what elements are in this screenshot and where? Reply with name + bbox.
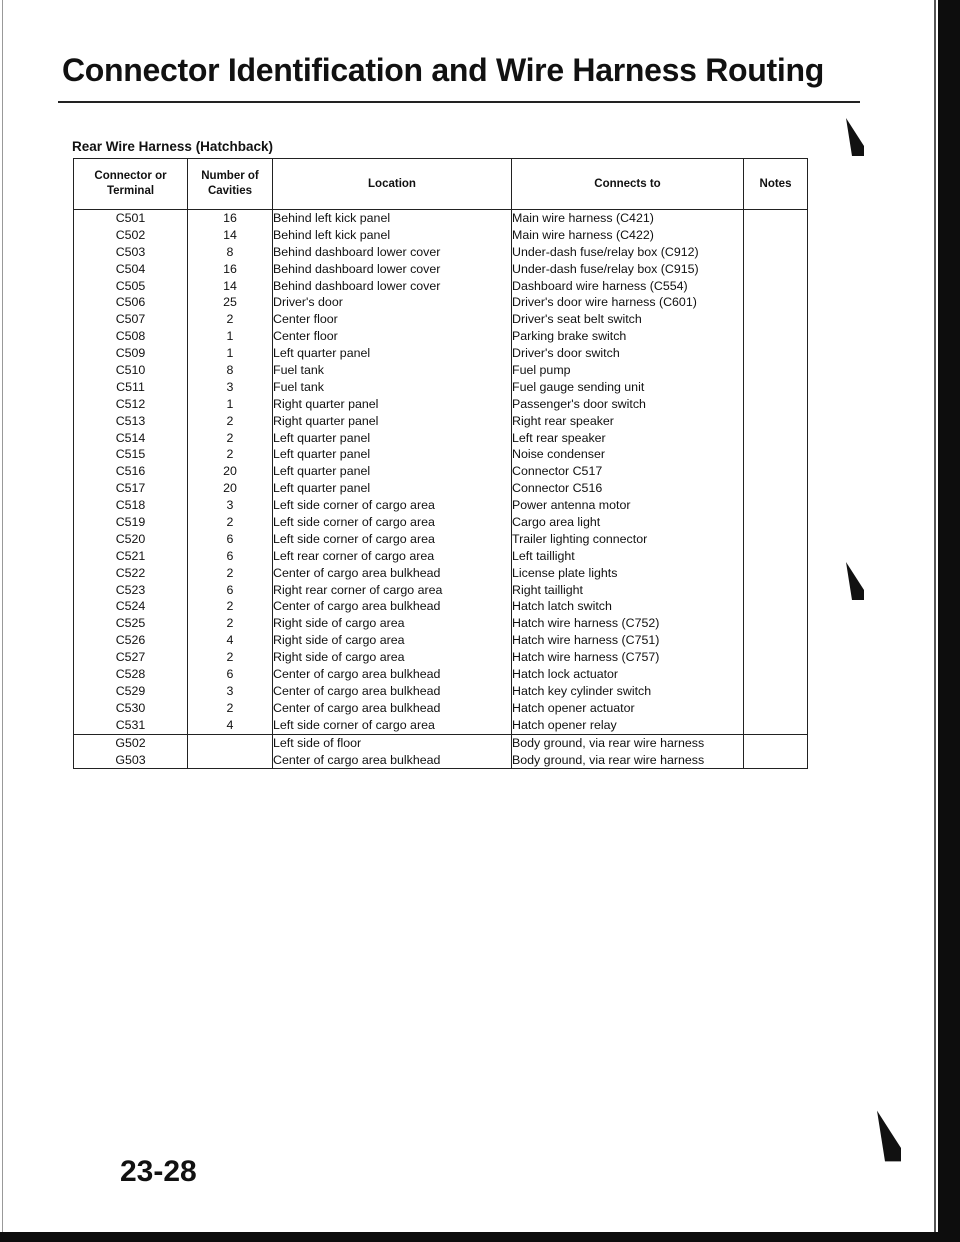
row-connects-to-cell: Hatch opener relay bbox=[512, 717, 617, 732]
row-location-cell: Center floor bbox=[273, 329, 338, 344]
row-cavities-cell: 2 bbox=[226, 616, 234, 631]
row-connects-to-cell: Connector C516 bbox=[512, 481, 603, 496]
notes-column bbox=[744, 210, 808, 735]
row-connects-to-cell: Hatch wire harness (C752) bbox=[512, 616, 660, 631]
scan-edge-left bbox=[2, 0, 3, 1242]
row-cavities-cell: 20 bbox=[223, 464, 237, 479]
row-connector-cell: C520 bbox=[115, 531, 146, 546]
row-connector-cell: C523 bbox=[115, 582, 146, 597]
row-connects-to-cell: Power antenna motor bbox=[512, 498, 631, 513]
row-connects-to-cell: Under-dash fuse/relay box (C915) bbox=[512, 261, 699, 276]
row-cavities-cell: 2 bbox=[226, 312, 234, 327]
row-connects-to-cell: Under-dash fuse/relay box (C912) bbox=[512, 244, 699, 259]
row-location-cell: Behind dashboard lower cover bbox=[273, 244, 441, 259]
scan-edge-bottom bbox=[0, 1232, 960, 1242]
row-connector-cell: C524 bbox=[115, 599, 146, 614]
row-location-cell: Right side of cargo area bbox=[273, 650, 405, 665]
row-connector-cell: C510 bbox=[115, 363, 146, 378]
connector-group-row bbox=[74, 210, 808, 735]
row-location-cell: Center of cargo area bulkhead bbox=[273, 565, 441, 580]
page-title: Connector Identification and Wire Harness Routing bbox=[62, 52, 824, 88]
location-column bbox=[273, 210, 512, 735]
header-notes: Notes bbox=[744, 159, 808, 210]
ground-row-connects-to-cell: Body ground, via rear wire harness bbox=[512, 735, 705, 750]
row-cavities-cell: 6 bbox=[226, 548, 234, 563]
row-connects-to-cell: Passenger's door switch bbox=[512, 396, 646, 411]
row-connector-cell: C527 bbox=[115, 650, 146, 665]
row-cavities-cell: 3 bbox=[226, 379, 234, 394]
row-cavities-cell: 2 bbox=[226, 413, 234, 428]
row-connector-cell: C515 bbox=[115, 447, 146, 462]
row-connects-to-cell: Trailer lighting connector bbox=[512, 531, 648, 546]
row-cavities-cell: 16 bbox=[223, 261, 237, 276]
header-location: Location bbox=[273, 159, 512, 210]
row-location-cell: Right side of cargo area bbox=[273, 616, 405, 631]
ground-notes-column bbox=[744, 734, 808, 769]
row-cavities-cell: 4 bbox=[226, 633, 234, 648]
row-cavities-cell: 14 bbox=[223, 227, 237, 242]
row-connector-cell: C522 bbox=[115, 565, 146, 580]
table-caption: Rear Wire Harness (Hatchback) bbox=[72, 139, 273, 154]
row-cavities-cell: 1 bbox=[226, 329, 234, 344]
row-cavities-cell: 6 bbox=[226, 531, 234, 546]
row-location-cell: Left rear corner of cargo area bbox=[273, 548, 435, 563]
ground-group-row bbox=[74, 734, 808, 769]
row-connector-cell: C501 bbox=[115, 211, 146, 225]
row-connects-to-cell: Parking brake switch bbox=[512, 329, 627, 344]
row-location-cell: Left side corner of cargo area bbox=[273, 515, 435, 530]
row-connector-cell: C530 bbox=[115, 700, 146, 715]
row-location-cell: Center of cargo area bulkhead bbox=[273, 700, 441, 715]
row-cavities-cell: 2 bbox=[226, 430, 234, 445]
row-connects-to-cell: Hatch lock actuator bbox=[512, 667, 619, 682]
row-connector-cell: C529 bbox=[115, 683, 146, 698]
row-connector-cell: C528 bbox=[115, 667, 146, 682]
row-location-cell: Left quarter panel bbox=[273, 447, 371, 462]
row-cavities-cell: 25 bbox=[223, 295, 237, 310]
row-connector-cell: C514 bbox=[115, 430, 146, 445]
row-cavities-cell: 1 bbox=[226, 346, 234, 361]
row-connector-cell: C511 bbox=[116, 379, 145, 394]
row-connector-cell: C507 bbox=[115, 312, 146, 327]
row-cavities-cell: 20 bbox=[223, 481, 237, 496]
row-location-cell: Behind left kick panel bbox=[273, 227, 391, 242]
row-connects-to-cell: Cargo area light bbox=[512, 515, 601, 530]
row-connects-to-cell: Main wire harness (C422) bbox=[512, 227, 654, 242]
row-connector-cell: C526 bbox=[115, 633, 146, 648]
row-cavities-cell: 2 bbox=[226, 515, 234, 530]
row-location-cell: Right rear corner of cargo area bbox=[273, 582, 443, 597]
cavities-column bbox=[188, 210, 273, 735]
row-connector-cell: C506 bbox=[115, 295, 146, 310]
title-rule bbox=[58, 101, 860, 103]
connector-column bbox=[74, 210, 188, 735]
row-connects-to-cell: Main wire harness (C421) bbox=[512, 211, 654, 225]
row-location-cell: Center of cargo area bulkhead bbox=[273, 667, 441, 682]
table-header-row bbox=[74, 159, 808, 210]
connector-table bbox=[73, 158, 808, 769]
row-cavities-cell: 2 bbox=[226, 700, 234, 715]
row-location-cell: Behind left kick panel bbox=[273, 211, 391, 225]
header-connector: Connector or Terminal bbox=[74, 159, 188, 210]
row-connector-cell: C525 bbox=[115, 616, 146, 631]
row-connector-cell: C531 bbox=[115, 717, 146, 732]
ground-row-location-cell: Left side of floor bbox=[273, 735, 362, 750]
row-connector-cell: C502 bbox=[115, 227, 146, 242]
row-connector-cell: C512 bbox=[115, 396, 146, 411]
row-location-cell: Behind dashboard lower cover bbox=[273, 261, 441, 276]
row-connects-to-cell: Right taillight bbox=[512, 582, 583, 597]
row-location-cell: Center floor bbox=[273, 312, 338, 327]
row-cavities-cell: 1 bbox=[226, 396, 234, 411]
row-cavities-cell: 2 bbox=[226, 650, 234, 665]
row-location-cell: Center of cargo area bulkhead bbox=[273, 599, 441, 614]
row-connects-to-cell: Fuel pump bbox=[512, 363, 571, 378]
row-location-cell: Right side of cargo area bbox=[273, 633, 405, 648]
row-connector-cell: C504 bbox=[115, 261, 146, 276]
ground-row-connector-cell: G502 bbox=[115, 735, 146, 750]
row-cavities-cell: 2 bbox=[226, 447, 234, 462]
row-connects-to-cell: Hatch wire harness (C751) bbox=[512, 633, 660, 648]
ground-connector-column bbox=[74, 734, 188, 769]
ground-connects-to-column bbox=[512, 734, 744, 769]
row-cavities-cell: 8 bbox=[226, 363, 234, 378]
row-connects-to-cell: Hatch latch switch bbox=[512, 599, 612, 614]
row-connects-to-cell: Noise condenser bbox=[512, 447, 605, 462]
row-connector-cell: C503 bbox=[115, 244, 146, 259]
connects-to-column bbox=[512, 210, 744, 735]
row-connector-cell: C519 bbox=[115, 515, 146, 530]
row-cavities-cell: 2 bbox=[226, 599, 234, 614]
row-connects-to-cell: Right rear speaker bbox=[512, 413, 614, 428]
row-location-cell: Left side corner of cargo area bbox=[273, 498, 435, 513]
row-location-cell: Left quarter panel bbox=[273, 464, 371, 479]
row-connects-to-cell: Left taillight bbox=[512, 548, 575, 563]
ground-cavities-column bbox=[188, 734, 273, 769]
binder-tab-mark-1 bbox=[844, 116, 866, 158]
row-connects-to-cell: Driver's door switch bbox=[512, 346, 620, 361]
row-location-cell: Driver's door bbox=[273, 295, 343, 310]
ground-location-column bbox=[273, 734, 512, 769]
row-location-cell: Right quarter panel bbox=[273, 396, 379, 411]
row-location-cell: Fuel tank bbox=[273, 363, 324, 378]
row-connector-cell: C521 bbox=[115, 548, 146, 563]
row-cavities-cell: 14 bbox=[223, 278, 237, 293]
row-cavities-cell: 16 bbox=[223, 211, 237, 225]
row-connector-cell: C509 bbox=[115, 346, 146, 361]
row-cavities-cell: 8 bbox=[226, 244, 234, 259]
page-number: 23-28 bbox=[120, 1155, 197, 1188]
row-connects-to-cell: Driver's seat belt switch bbox=[512, 312, 642, 327]
row-connector-cell: C505 bbox=[115, 278, 146, 293]
row-location-cell: Left quarter panel bbox=[273, 430, 371, 445]
row-connects-to-cell: Hatch wire harness (C757) bbox=[512, 650, 660, 665]
ground-row-location-cell: Center of cargo area bulkhead bbox=[273, 752, 441, 767]
row-connects-to-cell: Left rear speaker bbox=[512, 430, 606, 445]
row-connector-cell: C517 bbox=[115, 481, 146, 496]
row-connects-to-cell: License plate lights bbox=[512, 565, 618, 580]
row-connects-to-cell: Hatch opener actuator bbox=[512, 700, 635, 715]
header-connects-to: Connects to bbox=[512, 159, 744, 210]
row-cavities-cell: 4 bbox=[226, 717, 234, 732]
row-location-cell: Behind dashboard lower cover bbox=[273, 278, 441, 293]
row-location-cell: Left quarter panel bbox=[273, 481, 371, 496]
scan-edge-inner bbox=[934, 0, 936, 1242]
row-connects-to-cell: Fuel gauge sending unit bbox=[512, 379, 645, 394]
row-location-cell: Left side corner of cargo area bbox=[273, 717, 435, 732]
row-location-cell: Center of cargo area bulkhead bbox=[273, 683, 441, 698]
row-connector-cell: C516 bbox=[115, 464, 146, 479]
row-cavities-cell: 3 bbox=[226, 498, 234, 513]
row-location-cell: Left side corner of cargo area bbox=[273, 531, 435, 546]
ground-row-cavities-cell bbox=[188, 735, 272, 752]
header-cavities: Number of Cavities bbox=[188, 159, 273, 210]
row-cavities-cell: 2 bbox=[226, 565, 234, 580]
row-cavities-cell: 6 bbox=[226, 582, 234, 597]
binder-tab-mark-3 bbox=[874, 1108, 904, 1164]
row-cavities-cell: 3 bbox=[226, 683, 234, 698]
ground-row-cavities-cell bbox=[188, 752, 272, 769]
row-connects-to-cell: Driver's door wire harness (C601) bbox=[512, 295, 697, 310]
row-connects-to-cell: Hatch key cylinder switch bbox=[512, 683, 652, 698]
binder-tab-mark-2 bbox=[844, 560, 866, 602]
row-connector-cell: C508 bbox=[115, 329, 146, 344]
row-location-cell: Left quarter panel bbox=[273, 346, 371, 361]
row-connects-to-cell: Dashboard wire harness (C554) bbox=[512, 278, 688, 293]
scan-edge-right bbox=[938, 0, 960, 1242]
row-connector-cell: C518 bbox=[115, 498, 146, 513]
ground-row-connects-to-cell: Body ground, via rear wire harness bbox=[512, 752, 705, 767]
row-location-cell: Fuel tank bbox=[273, 379, 324, 394]
row-cavities-cell: 6 bbox=[226, 667, 234, 682]
row-connects-to-cell: Connector C517 bbox=[512, 464, 603, 479]
row-connector-cell: C513 bbox=[115, 413, 146, 428]
ground-row-connector-cell: G503 bbox=[115, 752, 146, 767]
row-location-cell: Right quarter panel bbox=[273, 413, 379, 428]
